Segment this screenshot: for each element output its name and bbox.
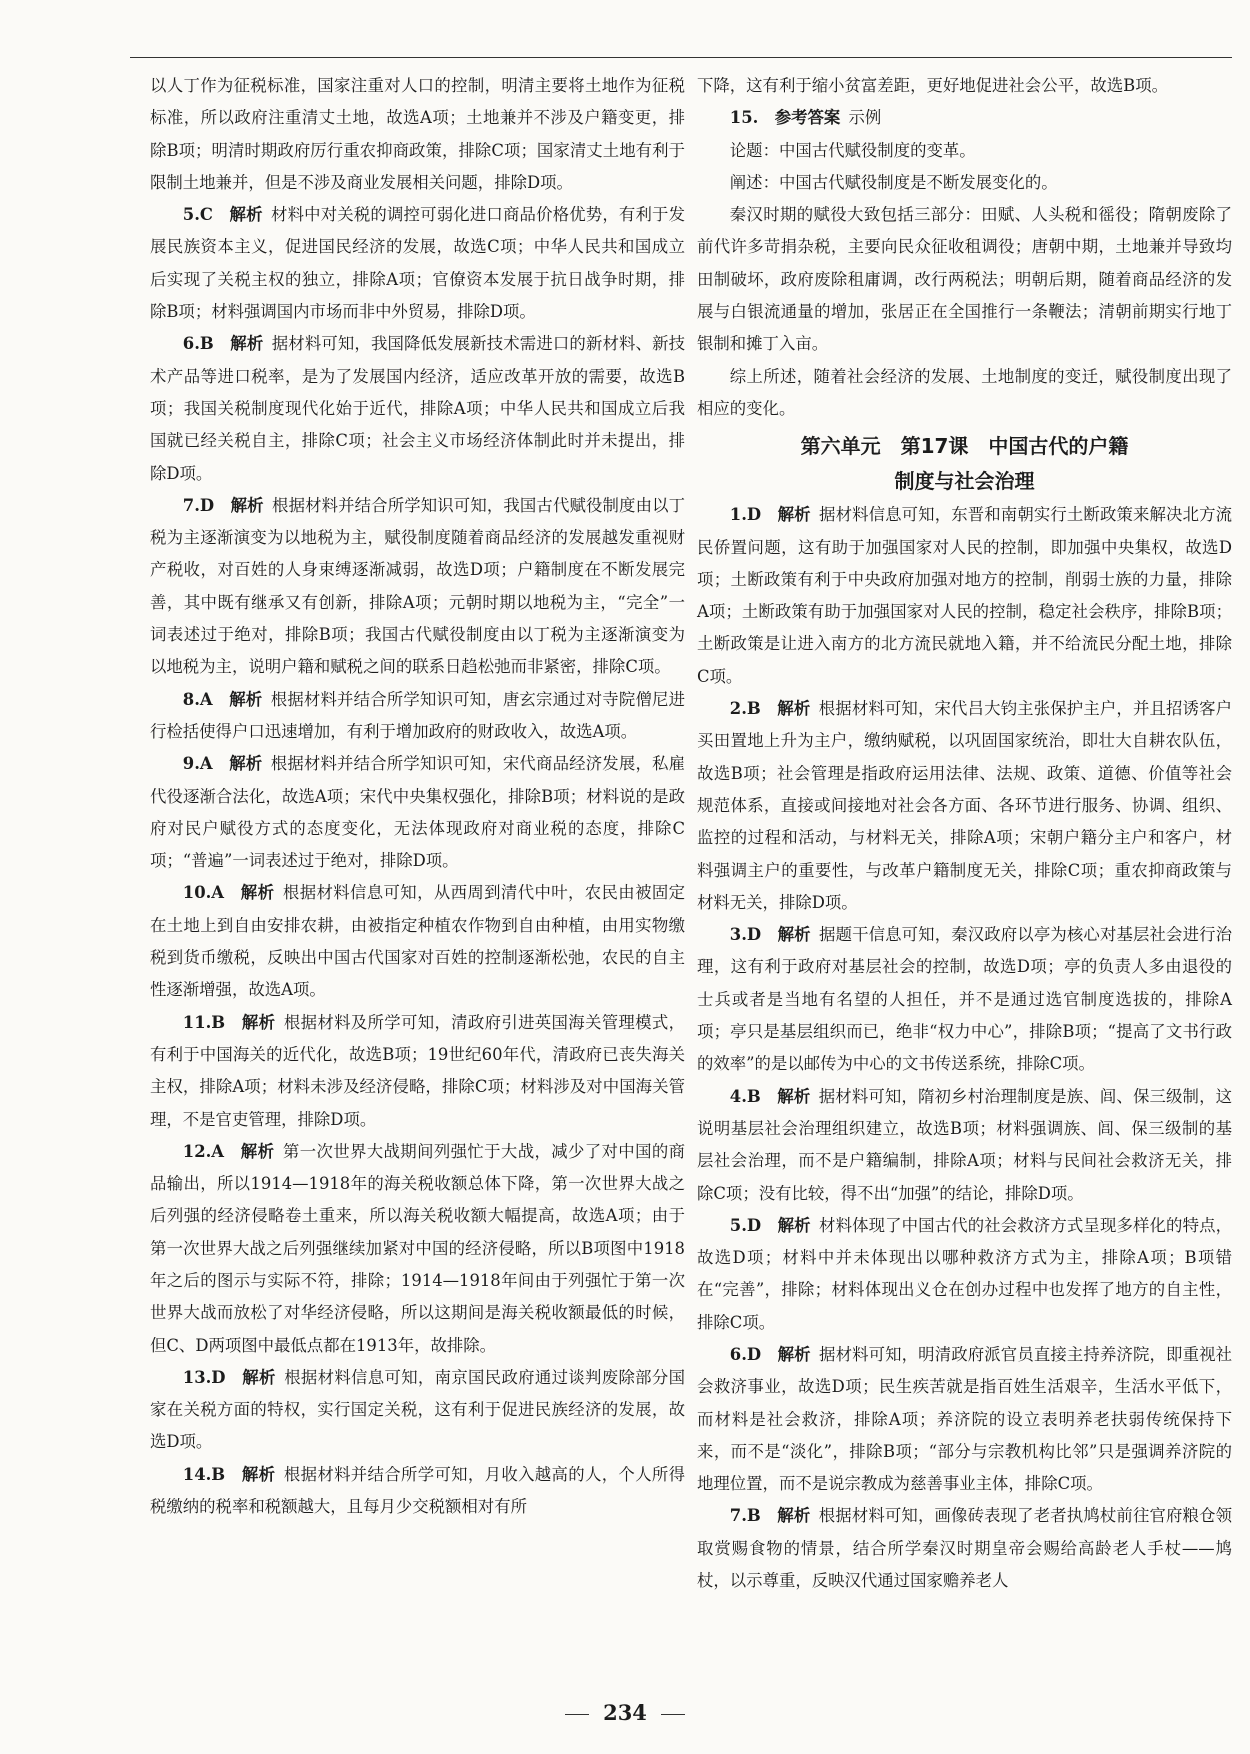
- answer-keyword: 解析: [777, 1086, 811, 1106]
- paragraph-text: 根据材料并结合所学知识可知，唐玄宗通过对寺院僧尼进行检括使得户口迅速增加，有利于增加政府的财政收入，故选A项。: [150, 689, 686, 741]
- paragraph-text: 根据材料信息可知，南京国民政府通过谈判废除部分国家在关税方面的特权，实行国定关税，这有利于促进民族经济的发展，故选D项。: [150, 1367, 685, 1452]
- question-number: 10.A: [182, 883, 225, 903]
- paragraph: [697, 135, 1232, 167]
- paragraph: [697, 70, 1232, 102]
- question-number: 15.: [729, 108, 759, 128]
- paragraph: [697, 1210, 1232, 1339]
- paragraph-text: 论题：中国古代赋役制度的变革。: [729, 140, 976, 160]
- question-number: 6.B: [182, 334, 214, 354]
- question-number: 7.B: [729, 1506, 761, 1526]
- answer-keyword: 解析: [777, 1506, 811, 1526]
- question-number: 12.A: [182, 1141, 225, 1161]
- question-number: 5.D: [729, 1215, 762, 1235]
- paragraph-text: 以人丁作为征税标准，国家注重对人口的控制，明清主要将土地作为征税标准，所以政府注重清丈土地，故选A项；土地兼并不涉及户籍变更，排除B项；明清时期政府厉行重农抑商政策，排除C项；国家清丈土地有利于限制土地兼并，但是不涉及商业发展相关问题，排除D项。: [150, 76, 685, 192]
- paragraph-text: 根据材料及所学可知，清政府引进英国海关管理模式，有利于中国海关的近代化，故选B项；19世纪60年代，清政府已丧失海关主权，排除A项；材料未涉及经济侵略，排除C项；材料涉及对中国海关管理，不是官吏管理，排除D项。: [150, 1012, 686, 1129]
- question-number: 8.A: [182, 689, 213, 709]
- footer-dash-left: [565, 1714, 589, 1715]
- answer-keyword: 解析: [777, 925, 811, 945]
- paragraph: [150, 1362, 685, 1459]
- paragraph: [697, 919, 1232, 1080]
- paragraph: [150, 328, 685, 489]
- paragraph: [150, 1007, 685, 1136]
- paragraph: [697, 361, 1232, 426]
- question-number: 9.A: [182, 754, 213, 774]
- answer-keyword: 解析: [241, 1464, 276, 1484]
- paragraph-text: 根据材料信息可知，从西周到清代中叶，农民由被固定在土地上到自由安排农耕，由被指定种植农作物到自由种植，由用实物缴税到货币缴税，反映出中国古代国家对百姓的控制逐渐松弛，农民的自主性逐渐增强，故选A项。: [150, 883, 686, 1000]
- paragraph-text: 下降，这有利于缩小贫富差距，更好地促进社会公平，故选B项。: [697, 76, 1168, 95]
- paragraph-text: 根据材料并结合所学知识可知，宋代商品经济发展，私雇代役逐渐合法化，故选A项；宋代中央集权强化，排除B项；材料说的是政府对民户赋役方式的态度变化，无法体现政府对商业税的态度，排除C项；“普遍”一词表述过于绝对，排除D项。: [150, 754, 686, 871]
- paragraph-text: 第一次世界大战期间列强忙于大战，减少了对中国的商品输出，所以1914—1918年的海关税收额总体下降，第一次世界大战之后列强的经济侵略卷土重来，所以海关税收额大幅提高，故选A项；由于第一次世界大战之后列强继续加紧对中国的经济侵略，所以B项图中1918年之后的图示与实际不符，排除；1914—1918年间由于列强忙于第一次世界大战而放松了对华经济侵略，所以这期间是海关税收额最低的时候，但C、D两项图中最低点都在1913年，故排除。: [150, 1141, 686, 1355]
- paragraph-text: 示例: [848, 108, 882, 128]
- paragraph: [697, 1500, 1232, 1597]
- answer-keyword: 解析: [777, 1344, 811, 1364]
- answer-keyword: 解析: [229, 754, 263, 774]
- question-number: 1.D: [729, 505, 762, 525]
- unit-title-line2: 制度与社会治理: [894, 469, 1035, 494]
- page-footer: [0, 1700, 1250, 1725]
- paragraph: [150, 1136, 685, 1362]
- header-rule: [130, 57, 1232, 58]
- answer-keyword: 解析: [240, 883, 275, 903]
- paragraph: [697, 693, 1232, 919]
- paragraph: [697, 499, 1232, 693]
- answer-keyword: 解析: [229, 205, 263, 225]
- unit-title-line1: 第六单元 第17课 中国古代的户籍: [800, 434, 1129, 459]
- paragraph-text: 材料体现了中国古代的社会救济方式呈现多样化的特点，故选D项；材料中并未体现出以哪种救济方式为主，排除A项；B项错在“完善”，排除；材料体现出义仓在创办过程中也发挥了地方的自主性，排除C项。: [697, 1215, 1233, 1332]
- answer-keyword: 解析: [230, 495, 264, 515]
- paragraph: [150, 199, 685, 328]
- paragraph: [697, 1339, 1232, 1500]
- page-number: 234: [603, 1700, 647, 1725]
- paragraph-text: 据题干信息可知，秦汉政府以亭为核心对基层社会进行治理，这有利于政府对基层社会的控制，故选D项；亭的负责人多由退役的士兵或者是当地有名望的人担任，并不是通过选官制度选拔的，排除A项；亭只是基层组织而已，绝非“权力中心”，排除B项；“提高了文书行政的效率”的是以邮传为中心的文书传送系统，排除C项。: [697, 925, 1233, 1074]
- answer-keyword: 解析: [241, 1367, 276, 1387]
- paragraph-text: 据材料可知，明清政府派官员直接主持养济院，即重视社会救济事业，故选D项；民生疾苦就是指百姓生活艰辛，生活水平低下，而材料是社会救济，排除A项；养济院的设立表明养老扶弱传统保持下来，而不是“淡化”，排除B项；“部分与宗教机构比邻”只是强调养济院的地理位置，而不是说宗教成为慈善事业主体，排除C项。: [697, 1344, 1233, 1494]
- paragraph-text: 材料中对关税的调控可弱化进口商品价格优势，有利于发展民族资本主义，促进国民经济的发展，故选C项；中华人民共和国成立后实现了关税主权的独立，排除A项；官僚资本发展于抗日战争时期，排除B项；材料强调国内市场而非中外贸易，排除D项。: [150, 205, 686, 322]
- paragraph-text: 根据材料并结合所学知识可知，我国古代赋役制度由以丁税为主逐渐演变为以地税为主，赋役制度随着商品经济的发展越发重视财产税收，对百姓的人身束缚逐渐减弱，故选D项；户籍制度在不断发展完善，其中既有继承又有创新，排除A项；元朝时期以地税为主，“完全”一词表述过于绝对，排除B项；我国古代赋役制度由以丁税为主逐渐演变为以地税为主，说明户籍和赋税之间的联系日趋松弛而非紧密，排除C项。: [150, 495, 686, 677]
- paragraph-text: 据材料可知，我国降低发展新技术需进口的新材料、新技术产品等进口税率，是为了发展国内经济，适应改革开放的需要，故选B项；我国关税制度现代化始于近代，排除A项；中华人民共和国成立后我国就已经关税自主，排除C项；社会主义市场经济体制此时并未提出，排除D项。: [150, 334, 686, 483]
- paragraph-text: 据材料信息可知，东晋和南朝实行土断政策来解决北方流民侨置问题，这有助于加强国家对人民的控制，即加强中央集权，故选D项；土断政策有利于中央政府加强对地方的控制，削弱士族的力量，排除A项；土断政策有助于加强国家对人民的控制，稳定社会秩序，排除B项；土断政策是让进入南方的北方流民就地入籍，并不给流民分配土地，排除C项。: [697, 505, 1233, 686]
- question-number: 11.B: [182, 1012, 226, 1032]
- answer-keyword: 解析: [777, 699, 811, 719]
- paragraph: [697, 1081, 1232, 1210]
- question-number: 7.D: [182, 495, 215, 515]
- paragraph-text: 据材料可知，隋初乡村治理制度是族、闾、保三级制，这说明基层社会治理组织建立，故选B项；材料强调族、闾、保三级制的基层社会治理，而不是户籍编制，排除A项；材料与民间社会救济无关，排除C项；没有比较，得不出“加强”的结论，排除D项。: [697, 1086, 1233, 1203]
- paragraph: [150, 684, 685, 749]
- question-number: 4.B: [729, 1086, 761, 1106]
- paragraph-text: 根据材料可知，宋代吕大钧主张保护主户，并且招诱客户买田置地上升为主户，缴纳赋税，以巩固国家统治，即壮大自耕农队伍，故选B项；社会管理是指政府运用法律、法规、政策、道德、价值等社会规范体系，直接或间接地对社会各方面、各环节进行服务、协调、组织、监控的过程和活动，与材料无关，排除A项；宋朝户籍分主户和客户，材料强调主户的重要性，与改革户籍制度无关，排除C项；重农抑商政策与材料无关，排除D项。: [697, 699, 1233, 912]
- paragraph: [150, 1459, 685, 1524]
- answer-keyword: 解析: [777, 1215, 811, 1235]
- answer-keyword: 参考答案: [774, 108, 841, 128]
- paragraph-text: 根据材料并结合所学可知，月收入越高的人，个人所得税缴纳的税率和税额越大，且每月少交税额相对有所: [150, 1464, 686, 1517]
- paragraph: [150, 70, 685, 199]
- paragraph: [150, 748, 685, 877]
- answer-keyword: 解析: [777, 505, 811, 525]
- left-column: [150, 70, 685, 1523]
- question-number: 6.D: [729, 1344, 762, 1364]
- question-number: 2.B: [729, 699, 761, 719]
- paragraph-text: 综上所述，随着社会经济的发展、土地制度的变迁，赋役制度出现了相应的变化。: [697, 366, 1232, 418]
- right-column: [697, 70, 1232, 1597]
- paragraph-text: 阐述：中国古代赋役制度是不断发展变化的。: [729, 172, 1058, 192]
- paragraph: [150, 877, 685, 1006]
- right-column-bottom: [697, 499, 1232, 1597]
- question-number: 13.D: [182, 1367, 226, 1387]
- question-number: 3.D: [729, 925, 762, 945]
- answer-keyword: 解析: [229, 689, 263, 709]
- paragraph-text: 根据材料可知，画像砖表现了老者执鸠杖前往官府粮仓领取赏赐食物的情景，结合所学秦汉时期皇帝会赐给高龄老人手杖——鸠杖，以示尊重，反映汉代通过国家赡养老人: [697, 1506, 1233, 1591]
- question-number: 14.B: [182, 1464, 226, 1484]
- question-number: 5.C: [182, 205, 213, 225]
- paragraph: [150, 490, 685, 684]
- answer-keyword: 解析: [230, 334, 264, 354]
- paragraph: [697, 102, 1232, 134]
- answer-keyword: 解析: [240, 1141, 275, 1161]
- paragraph: [697, 199, 1232, 360]
- paragraph-text: 秦汉时期的赋役大致包括三部分：田赋、人头税和徭役；隋朝废除了前代许多苛捐杂税，主要向民众征收租调役；唐朝中期，土地兼并导致均田制破坏，政府废除租庸调，改行两税法；明朝后期，随着商品经济的发展与白银流通量的增加，张居正在全国推行一条鞭法；清朝前期实行地丁银制和摊丁入亩。: [697, 205, 1232, 354]
- answer-keyword: 解析: [241, 1012, 276, 1032]
- footer-dash-right: [661, 1714, 685, 1715]
- paragraph: [697, 167, 1232, 199]
- right-column-top: [697, 70, 1232, 425]
